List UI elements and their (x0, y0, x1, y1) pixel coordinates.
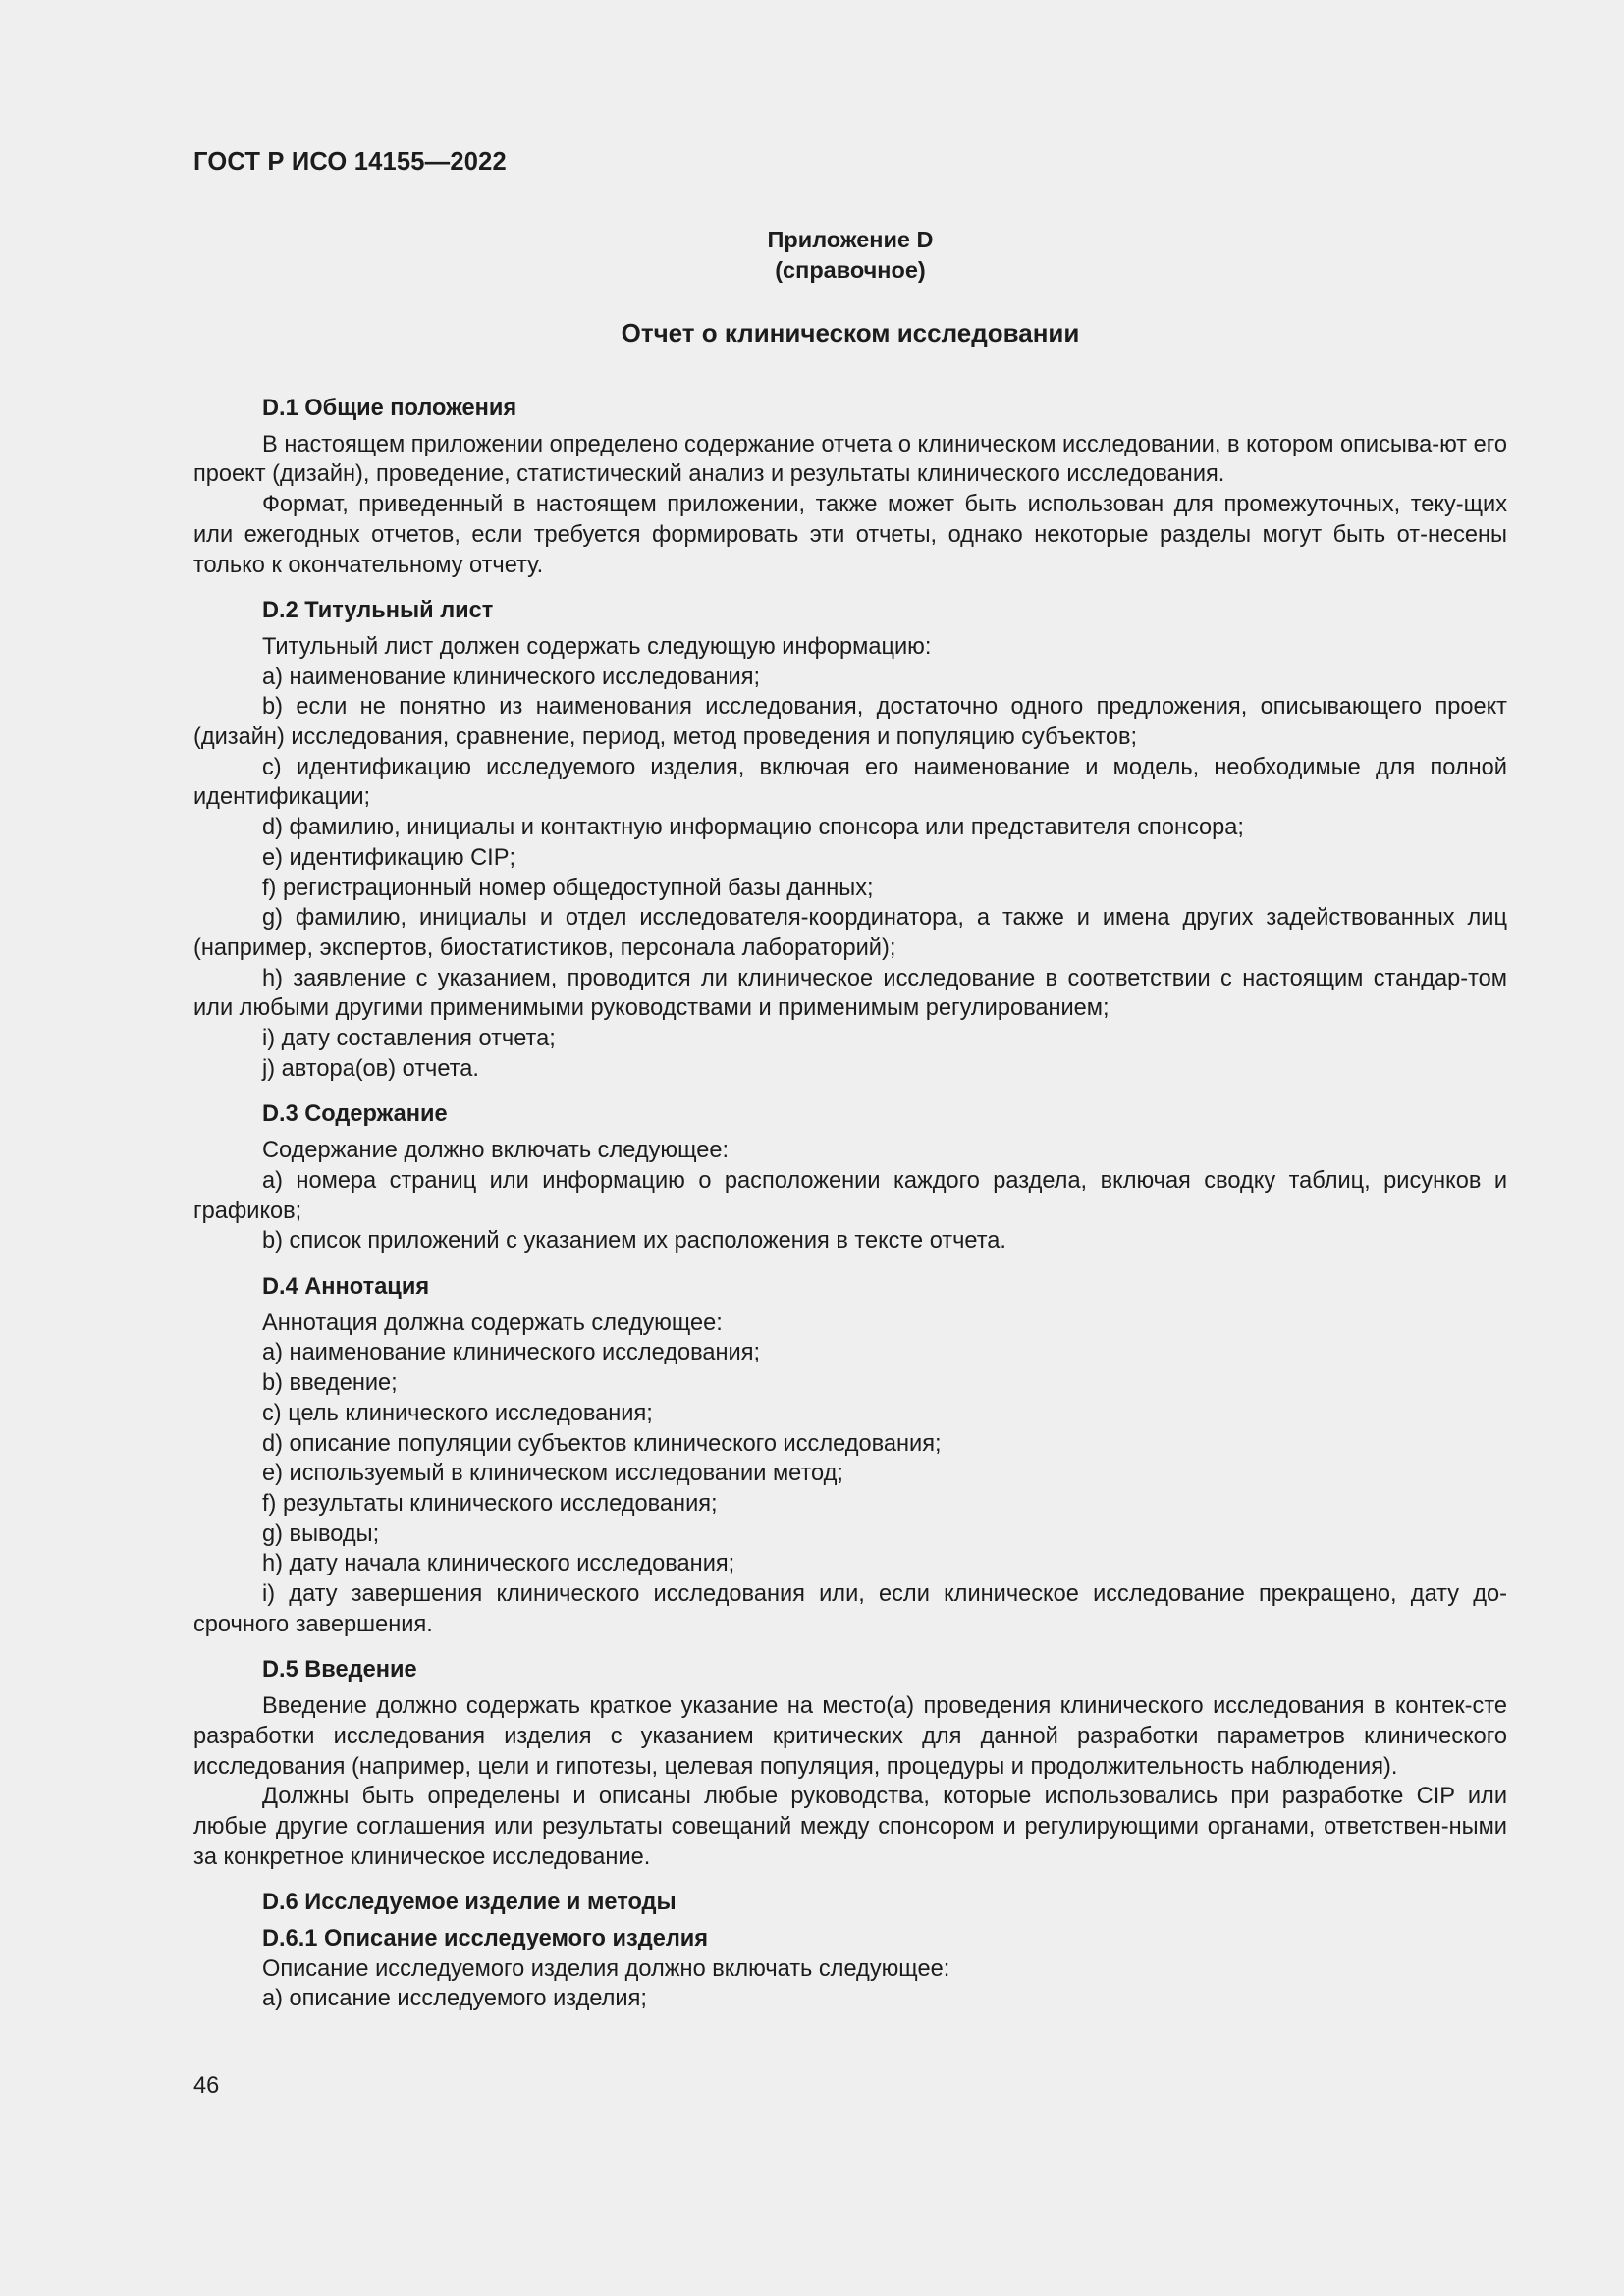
document-body (193, 394, 1507, 2014)
list-item: g) фамилию, инициалы и отдел исследователя-координатора, а также и имена других задействованных лиц (например, экспертов, биостатистиков, персонала лабораторий); (193, 905, 1507, 961)
section-heading-d3: D.3 Содержание (262, 1101, 448, 1128)
list-item: a) номера страниц или информацию о расположении каждого раздела, включая сводку таблиц, рисунков и графиков; (193, 1167, 1507, 1224)
standard-header: ГОСТ Р ИСО 14155—2022 (193, 148, 507, 176)
section-intro: Содержание должно включать следующее: (262, 1138, 730, 1164)
annex-block (193, 225, 1507, 286)
list-item: h) дату начала клинического исследования; (262, 1551, 735, 1577)
list-item: g) выводы; (262, 1521, 380, 1547)
paragraph: Должны быть определены и описаны любые руководства, которые использовались при разработке CIP или любые другие соглашения или результаты совещаний между спонсором и регулирующими органами, ответствен-ными за конкретное клиническое исследование. (193, 1784, 1507, 1870)
section-intro: Описание исследуемого изделия должно включать следующее: (262, 1955, 950, 1982)
list-item: b) список приложений с указанием их расположения в тексте отчета. (262, 1228, 1006, 1255)
list-item: i) дату завершения клинического исследования или, если клиническое исследование прекращено, дату до-срочного завершения. (193, 1581, 1507, 1637)
list-item: d) описание популяции субъектов клинического исследования; (262, 1430, 942, 1457)
list-item: d) фамилию, инициалы и контактную информацию спонсора или представителя спонсора; (262, 815, 1244, 841)
list-item: c) идентификацию исследуемого изделия, включая его наименование и модель, необходимые для полной идентификации; (193, 754, 1507, 811)
section-heading-d5: D.5 Введение (262, 1657, 417, 1683)
paragraph: В настоящем приложении определено содержание отчета о клиническом исследовании, в котором описыва-ют его проект (дизайн), проведение, статистический анализ и результаты клинического исследования. (193, 431, 1507, 488)
annex-title: Приложение D (767, 227, 934, 252)
document-title: Отчет о клиническом исследовании (621, 318, 1080, 347)
list-item: a) наименование клинического исследования; (262, 1340, 761, 1366)
section-intro: Титульный лист должен содержать следующую информацию: (262, 633, 932, 660)
list-item: e) используемый в клиническом исследовании метод; (262, 1461, 843, 1487)
annex-type: (справочное) (775, 257, 926, 283)
list-item: j) автора(ов) отчета. (262, 1055, 479, 1082)
list-item: b) введение; (262, 1370, 398, 1397)
page-number: 46 (193, 2073, 220, 2099)
paragraph: Введение должно содержать краткое указание на место(а) проведения клинического исследования в контек-сте разработки исследования изделия с указанием критических для данной разработки параметров клинического исследования (например, цели и гипотезы, целевая популяция, процедуры и продолжительность наблюдения). (193, 1693, 1507, 1780)
list-item: f) результаты клинического исследования; (262, 1490, 718, 1517)
list-item: a) описание исследуемого изделия; (262, 1986, 647, 2012)
section-intro: Аннотация должна содержать следующее: (262, 1309, 723, 1336)
paragraph: Формат, приведенный в настоящем приложении, также может быть использован для промежуточных, теку-щих или ежегодных отчетов, если требуется формировать эти отчеты, однако некоторые разделы могут быть от-несены только к окончательному отчету. (193, 492, 1507, 578)
list-item: b) если не понятно из наименования исследования, достаточно одного предложения, описывающего проект (дизайн) исследования, сравнение, период, метод проведения и популяцию субъектов; (193, 694, 1507, 751)
list-item: a) наименование клинического исследования; (262, 664, 761, 690)
list-item: i) дату составления отчета; (262, 1026, 556, 1052)
list-item: h) заявление с указанием, проводится ли клиническое исследование в соответствии с настоящим стандар-том или любыми другими применимыми руководствами и применимым регулированием; (193, 965, 1507, 1022)
subsection-heading-d6-1: D.6.1 Описание исследуемого изделия (262, 1926, 709, 1952)
section-heading-d2: D.2 Титульный лист (262, 598, 494, 624)
list-item: f) регистрационный номер общедоступной базы данных; (262, 875, 874, 901)
list-item: c) цель клинического исследования; (262, 1400, 653, 1426)
section-heading-d4: D.4 Аннотация (262, 1273, 430, 1300)
list-item: e) идентификацию CIP; (262, 844, 515, 871)
section-heading-d1: D.1 Общие положения (262, 396, 517, 421)
section-heading-d6: D.6 Исследуемое изделие и методы (262, 1890, 677, 1916)
